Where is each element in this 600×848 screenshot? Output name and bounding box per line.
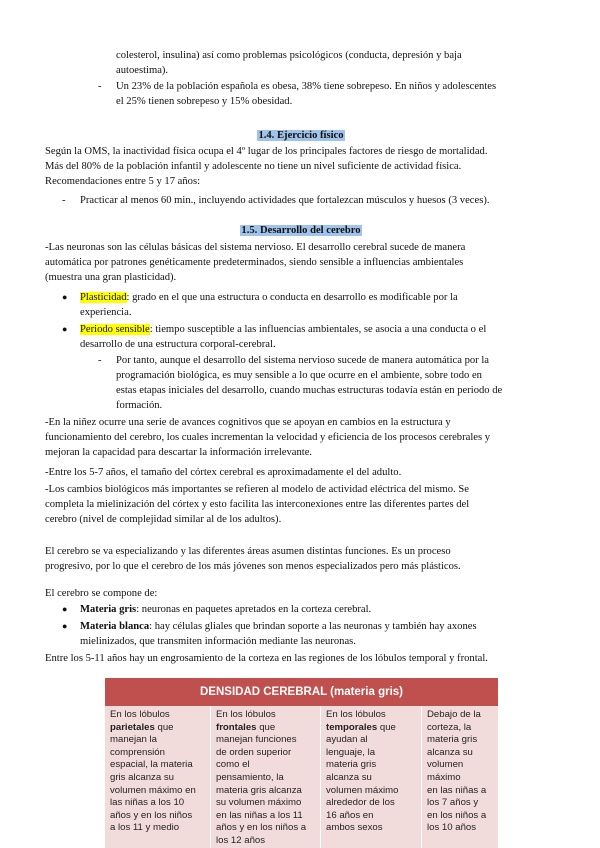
obesity-line-2: el 25% tienen sobrepeso y 15% obesidad. [116, 96, 293, 107]
neuronas-paragraph: -Las neuronas son las células básicas del sistema nervioso. El desarrollo cerebral sucede de manera automática por patrones genéticamente predeterminados, siendo sensible a influencias ambientales (muestra una gran plasticidad). [45, 242, 466, 283]
ninez-paragraph: -En la niñez ocurre una serie de avances cognitivos que se apoyan en cambios en la estructura y funcionamiento del cerebro, los cuales incrementan la velocidad y eficiencia de los procesos cerebrales y mejoran la capacidad para descartar la información irrelevante. [45, 417, 491, 458]
section-heading-ejercicio: 1.4. Ejercicio físico [258, 130, 344, 141]
dash-marker: - [98, 81, 102, 92]
materia-blanca-item: Materia blanca: hay células gliales que brindan soporte a las neuronas y también hay axones mielinizados, que transmiten información mediante las neuronas. [80, 621, 477, 647]
densidad-cerebral-table [105, 678, 498, 848]
ejercicio-paragraph: Según la OMS, la inactividad física ocupa el 4º lugar de los principales factores de riesgo de mortalidad. Más del 80% de la población infantil y adolescente no tiene un nivel suficiente de actividad física. Recomendaciones entre 5 y 17 años: [45, 146, 488, 187]
column-divider [421, 706, 422, 848]
plasticidad-term: Plasticidad [80, 292, 127, 303]
continuation-line-2: autoestima). [116, 65, 169, 76]
especializacion-paragraph: El cerebro se va especializando y las diferentes áreas asumen distintas funciones. Es un proceso progresivo, por lo que el cerebro de los más jóvenes son menos especializados pero más plásticos. [45, 546, 461, 572]
dash-marker: - [62, 195, 66, 206]
plasticidad-item: Plasticidad: grado en el que una estructura o conducta en desarrollo es modificable por la experiencia. [80, 292, 458, 318]
materia-gris-term: Materia gris [80, 604, 137, 615]
dash-marker: - [98, 355, 102, 366]
compone-line: El cerebro se compone de: [45, 588, 158, 599]
table-body [105, 706, 498, 848]
cortex-line: -Entre los 5-7 años, el tamaño del córtex cerebral es aproximadamente el del adulto. [45, 467, 402, 478]
bullet-icon: ● [62, 604, 68, 614]
table-header: DENSIDAD CEREBRAL (materia gris) [105, 678, 498, 706]
materia-gris-item: Materia gris: neuronas en paquetes apretados en la corteza cerebral. [80, 604, 372, 615]
continuation-line-1: colesterol, insulina) así como problemas psicológicos (conducta, depresión y baja [116, 50, 462, 61]
table-cell-frontales: En los lóbulos frontales que manejan funciones de orden superior como el pensamiento, la materia gris alcanza su volumen máximo en las niñas a los 11 años y en los niños a los 12 años [216, 709, 307, 846]
section-heading-desarrollo: 1.5. Desarrollo del cerebro [241, 225, 361, 236]
continuation-text [116, 48, 556, 78]
obesity-line-1: Un 23% de la población española es obesa, 38% tiene sobrepeso. En niños y adolescentes [116, 81, 497, 92]
periodo-sensible-item: Periodo sensible: tiempo susceptible a las influencias ambientales, se asocia a una conducta o el desarrollo de una estructura corporal-cerebral. [80, 324, 487, 350]
recommendation-item: Practicar al menos 60 min., incluyendo actividades que fortalezcan músculos y huesos (3 veces). [80, 195, 490, 206]
materia-blanca-term: Materia blanca [80, 621, 150, 632]
bullet-icon: ● [62, 621, 68, 631]
table-cell-temporales: En los lóbulos temporales que ayudan al lenguaje, la materia gris alcanza su volumen máximo alrededor de los 16 años en ambos sexos [326, 709, 399, 834]
column-divider [210, 706, 211, 848]
table-cell-parietales: En los lóbulos parietales que manejan la comprensión espacial, la materia gris alcanza su volumen máximo en las niñas a los 10 años y en los niños a los 11 y medio [110, 709, 196, 834]
obesity-item [116, 79, 556, 109]
column-divider [320, 706, 321, 848]
por-tanto-item: Por tanto, aunque el desarrollo del sistema nervioso sucede de manera automática por la programación biológica, es muy sensible a lo que ocurre en el ambiente, sobre todo en estas etapas iniciales del desarrollo, cuando muchas estructuras todavía están en periodo de formación. [116, 355, 503, 411]
bullet-icon: ● [62, 292, 68, 302]
cambios-biologicos-paragraph: -Los cambios biológicos más importantes se refieren al modelo de actividad eléctrica del mismo. Se completa la mielinización del córtex y esto facilita las interconexiones entre las diferentes partes del cerebro (nivel de complejidad similar al de los adultos). [45, 484, 470, 525]
periodo-sensible-term: Periodo sensible [80, 324, 150, 335]
table-cell-subcortical: Debajo de la corteza, la materia gris alcanza su volumen máximo en las niñas a los 7 años y en los niños a los 10 años [427, 709, 487, 834]
bullet-icon: ● [62, 324, 68, 334]
engrosamiento-line: Entre los 5-11 años hay un engrosamiento de la corteza en las regiones de los lóbulos temporal y frontal. [45, 653, 488, 664]
